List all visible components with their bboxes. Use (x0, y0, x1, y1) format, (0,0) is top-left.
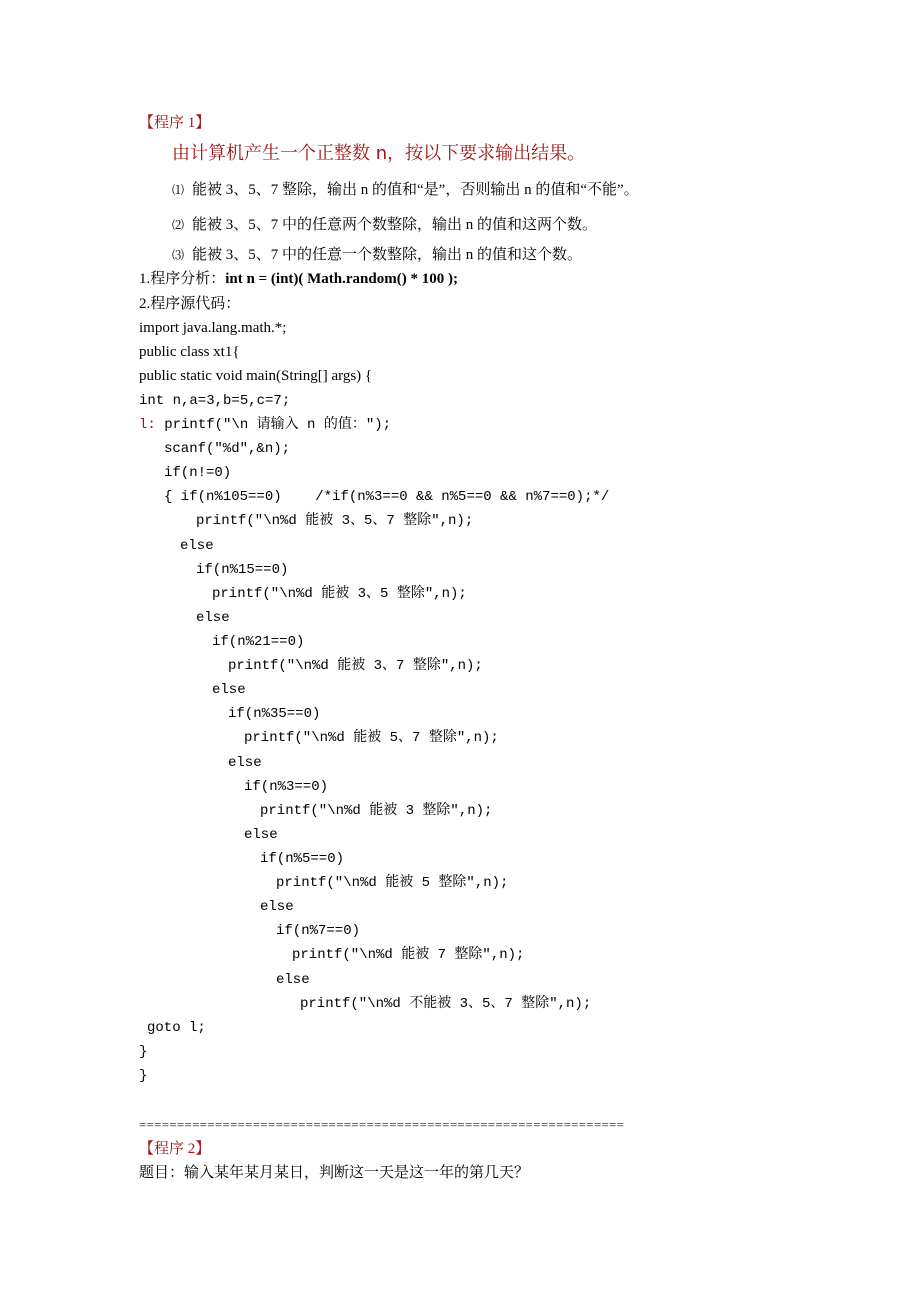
code-line: else (276, 972, 310, 988)
code-line: { if(n%105==0) /*if(n%3==0 && n%5==0 && n%7==0);*/ (164, 489, 610, 505)
code-label-marker: l: (139, 417, 156, 433)
code-line: printf("\n%d 能被 3、5 整除",n); (212, 586, 467, 602)
code-line: if(n%35==0) (228, 706, 321, 722)
requirement-2 (172, 218, 597, 233)
analysis-label: 1.程序分析： (139, 271, 226, 287)
analysis-code: int n = (int)( Math.random() * 100 ); (225, 271, 458, 287)
analysis-line (139, 272, 458, 287)
code-line: } (139, 1044, 148, 1060)
requirement-1-marker: ⑴ (172, 183, 185, 197)
code-line: else (244, 827, 278, 843)
code-line: if(n!=0) (164, 465, 232, 481)
source-label: 2.程序源代码： (139, 296, 241, 312)
code-line: public class xt1{ (139, 344, 240, 360)
code-line: else (212, 682, 246, 698)
requirement-3-text: 能被 3、5、7 中的任意一个数整除，输出 n 的值和这个数。 (192, 247, 583, 263)
code-line: public static void main(String[] args) { (139, 368, 373, 384)
code-line (139, 418, 391, 432)
code-line: } (139, 1068, 148, 1084)
code-line: printf("\n%d 能被 7 整除",n); (292, 947, 525, 963)
requirement-2-marker: ⑵ (172, 218, 185, 232)
code-line: if(n%3==0) (244, 779, 329, 795)
requirement-3 (172, 248, 582, 263)
requirement-3-marker: ⑶ (172, 248, 185, 262)
code-line: printf("\n%d 不能被 3、5、7 整除",n); (300, 996, 592, 1012)
code-line: printf("\n%d 能被 3、7 整除",n); (228, 658, 483, 674)
code-line: else (196, 610, 230, 626)
code-line: if(n%7==0) (276, 923, 361, 939)
code-line: printf("\n%d 能被 5、7 整除",n); (244, 730, 499, 746)
code-line: if(n%21==0) (212, 634, 305, 650)
program2-question: 题目：输入某年某月某日，判断这一天是这一年的第几天？ (139, 1165, 530, 1181)
code-line: else (180, 538, 214, 554)
code-line: if(n%5==0) (260, 851, 345, 867)
code-line: if(n%15==0) (196, 562, 289, 578)
code-line: import java.lang.math.*; (139, 320, 287, 336)
program2-heading: 【程序 2】 (139, 1141, 211, 1157)
code-line: int n,a=3,b=5,c=7; (139, 393, 291, 409)
requirement-1-text: 能被 3、5、7 整除，输出 n 的值和“是”，否则输出 n 的值和“不能”。 (192, 182, 639, 198)
code-line: goto l; (147, 1020, 206, 1036)
code-line: printf("\n%d 能被 3、5、7 整除",n); (196, 513, 474, 529)
code-line: printf("\n%d 能被 5 整除",n); (276, 875, 509, 891)
code-line: else (260, 899, 294, 915)
requirement-1 (172, 183, 639, 198)
code-line: scanf("%d",&n); (164, 441, 291, 457)
code-line: printf("\n%d 能被 3 整除",n); (260, 803, 493, 819)
section-separator: ================================================================ (139, 1117, 625, 1132)
program1-heading: 【程序 1】 (139, 115, 211, 131)
code-line: else (228, 755, 262, 771)
requirement-2-text: 能被 3、5、7 中的任意两个数整除，输出 n 的值和这两个数。 (192, 217, 598, 233)
program1-subtitle: 由计算机产生一个正整数 n，按以下要求输出结果。 (172, 143, 586, 164)
code-line-text: printf("\n 请输入 n 的值："); (164, 417, 392, 433)
